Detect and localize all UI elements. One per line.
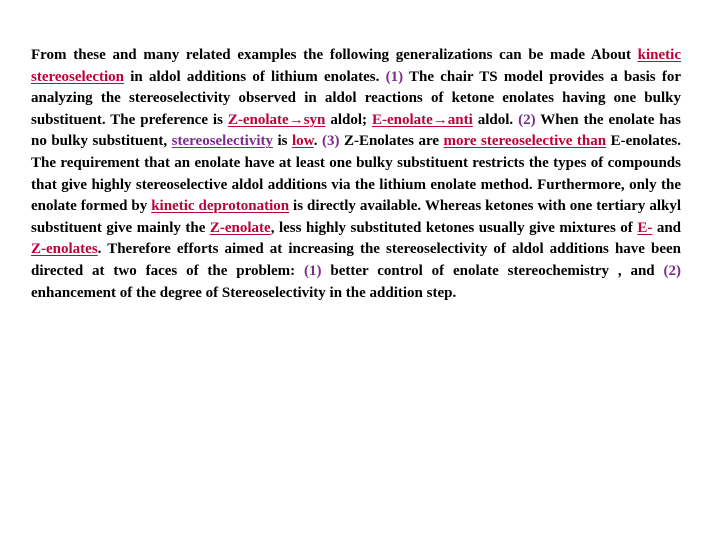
emphasis-run: (1) (304, 262, 322, 279)
text-run: aldol; (325, 111, 372, 128)
emphasis-run: stereoselectivity (171, 133, 273, 150)
text-run: The chair TS model provides a basis for analyzing the stereoselectivity observed in aldol reactions of ketone enolates having one bulky substituent. The preference is (31, 68, 681, 128)
emphasis-run: Z-enolates (31, 241, 98, 258)
text-run: and (652, 219, 682, 236)
body-paragraph (31, 45, 681, 304)
text-run: . (313, 133, 322, 150)
text-run: , less highly substituted ketones usually give mixtures of (270, 219, 638, 236)
emphasis-run: kinetic deprotonation (151, 198, 290, 215)
text-run: Z-Enolates are (339, 133, 444, 150)
emphasis-run: E- (637, 219, 653, 236)
text-run: enhancement of the degree of Stereoselectivity in the addition step. (31, 284, 457, 301)
emphasis-run: E-enolate→anti (371, 111, 473, 128)
text-run: From these and many related examples the following generalizations can be made About (31, 47, 638, 63)
text-run: is (273, 133, 293, 150)
emphasis-run: (2) (663, 262, 681, 279)
text-run: in aldol additions of lithium enolates. (124, 68, 386, 85)
emphasis-run: Z-enolate (209, 219, 271, 236)
emphasis-run: more stereoselective than (443, 133, 607, 150)
text-run: . Therefore efforts aimed at increasing the stereoselectivity of aldol additions have been directed at two faces of the problem: (31, 241, 681, 279)
emphasis-run: low (292, 133, 314, 150)
emphasis-run: kinetic (637, 47, 681, 63)
text-run: is directly available. Whereas ketones with one tertiary alkyl substituent give mainly the (31, 198, 682, 236)
emphasis-run: (1) (385, 68, 404, 85)
text-run: E-enolates. The requirement that an enolate have at least one bulky substituent restricts the types of compounds that give highly stereoselective aldol additions via the lithium enolate method. Furthermore, only the enolate formed by (31, 133, 681, 215)
text-run: better control of enolate stereochemistry , and (321, 262, 664, 279)
emphasis-run: (2) (518, 111, 536, 128)
emphasis-run: Z-enolate→syn (227, 111, 326, 128)
emphasis-run: (3) (321, 133, 340, 150)
text-run: aldol. (472, 111, 519, 128)
emphasis-run: stereoselection (31, 68, 125, 85)
text-run: When the enolate has no bulky substituent, (31, 111, 681, 150)
